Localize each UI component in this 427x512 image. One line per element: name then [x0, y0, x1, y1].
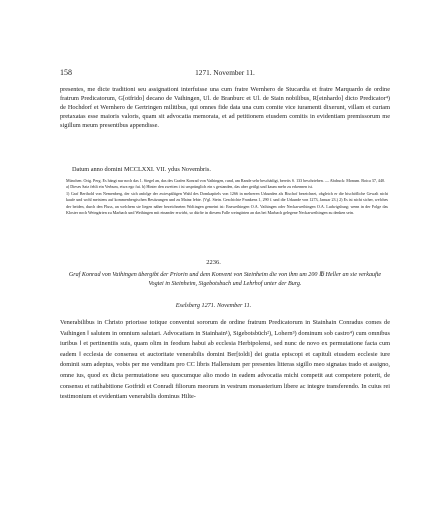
page-header	[60, 68, 390, 80]
explanatory-note: 1) Graf Berthold von Nemenberg, der sich anfolge der zwiespältigen Wahl des Domkapitels von 1266 in mehreren Urkunden als Bischof bezeichnet, obgleich er die bischöfliche Gewalt nicht kaufe und wohl meistens auf kommenbergischen Besitzungen und zu Mainz lebte. (Vgl. Stein. Geschichte Frankens 1, 290 f. und die Urkunde von 1273, Januar 23.) 2) Es ist nicht sicher, welches der beiden, durch den Fluss, an welchem sie liegen näher bezeichneten Woltingen gemeint ist: Enzweihingen O.A. Vaihingen oder Neckarweihingen O.A. Ludwigsburg; wenn in der Folge das Kloster noch Weingärten zu Marbach und Weihingen mit einander erwirbt, so dürfte in diesem Falle weingärten an das bei Marbach gelegene Neckarweihingen zu denken sein.	[66, 190, 388, 216]
main-text-block	[60, 86, 390, 131]
place-date: Eselsberg 1271. November 11.	[175, 302, 252, 309]
charter-text	[60, 318, 390, 403]
main-paragraph: presentes, me dicte traditioni seu assignationi interfuisse una cum fratre Wernhero de Stucardia et fratre Marquardo de ordine fratrum Predicatorum, G[otfrido] decano de Vaihingen, Ul. de Branburc et Ul. de Stain nobilibus, R[einhardo] dicto Predicator⁴) de Hochdorf et Wernhero de Gertringen militibus, qui omnes fide data una cum comite vice iuramenti dixerunt, villam et curiam pretaxatas esse maioris valoris, quam sit advocatia memorata, et ad petitionem eiusdem comitis in evidentiam premissorum me sigillum meum presentibus appendisse.	[60, 86, 390, 129]
date-line: Datum anno domini MCCLXXI. VII. ydus Novembris.	[72, 166, 211, 173]
running-title: 1271. November 11.	[195, 68, 255, 77]
regest-summary: Graf Konrad von Vaihingen übergibt der Priorin und dem Konvent von Steinheim die von ihm um 200 ℔ Heller an sie verkaufte Vogtei in Steinheim, Sigebotsbuch und Lehrhof unter der Burg.	[68, 272, 382, 288]
footnotes	[66, 178, 388, 216]
page-number: 158	[60, 68, 72, 77]
textual-note: a) Dieses Satz fehlt ein Verbum, etwa ego fui. b) Hinter den zweiten i ist ursprünglich ein s gestanden, das aber getilgt und kaum mehr zu erkennen ist.	[66, 184, 313, 190]
source-note: München. Orig. Perg. Es hängt nur noch das 1. Siegel an, das des Grafen Konrad von Vaihingen, rund, am Rande sehr beschädigt, bereits S. 133 beschrieben. — Abdruck: Monum. Boica 37, 440.	[66, 178, 386, 183]
charter-paragraph: Venerabilibus in Christo priorisse totique conventui sororum de ordine fratrum Predicatorum in Stainhain Conradus comes de Vaihingen ‖ salutem in omnium salutari. Advocatiam in Stainhain¹), Sigebotsbüch²), Lohern³) dominum sob castro⁴) cum omnibus iuribus ‖ et pertinentiis suis, quam olim in feodum habui ab ecclesia Herbipolensi, sed nunc de novo ex permutatione facta cum eadem ‖ ecclesia de consensu et auctoritate venerabilis domini Ber[toldi] dei gratia episcopi et capituli eiusdem ecclesie iure dominii sum adeptus, vobis per me venditam pro CC libris Hallensium per presentes litteras sigillo meo signatas trado et assigno, omne ius, quod ex dicta permutatione seu quocumque alio modo in eadem advocatia michi competit aut competere poterit, de consensu et ratihabitione Gotfridi et Conradi filiorum meorum in vestrum monasterium libere ac integre transferendo. In cuius rei testimonium et evidentiam venerabilis dominus Hilte-	[60, 319, 390, 401]
document-number: 2236.	[206, 259, 221, 266]
